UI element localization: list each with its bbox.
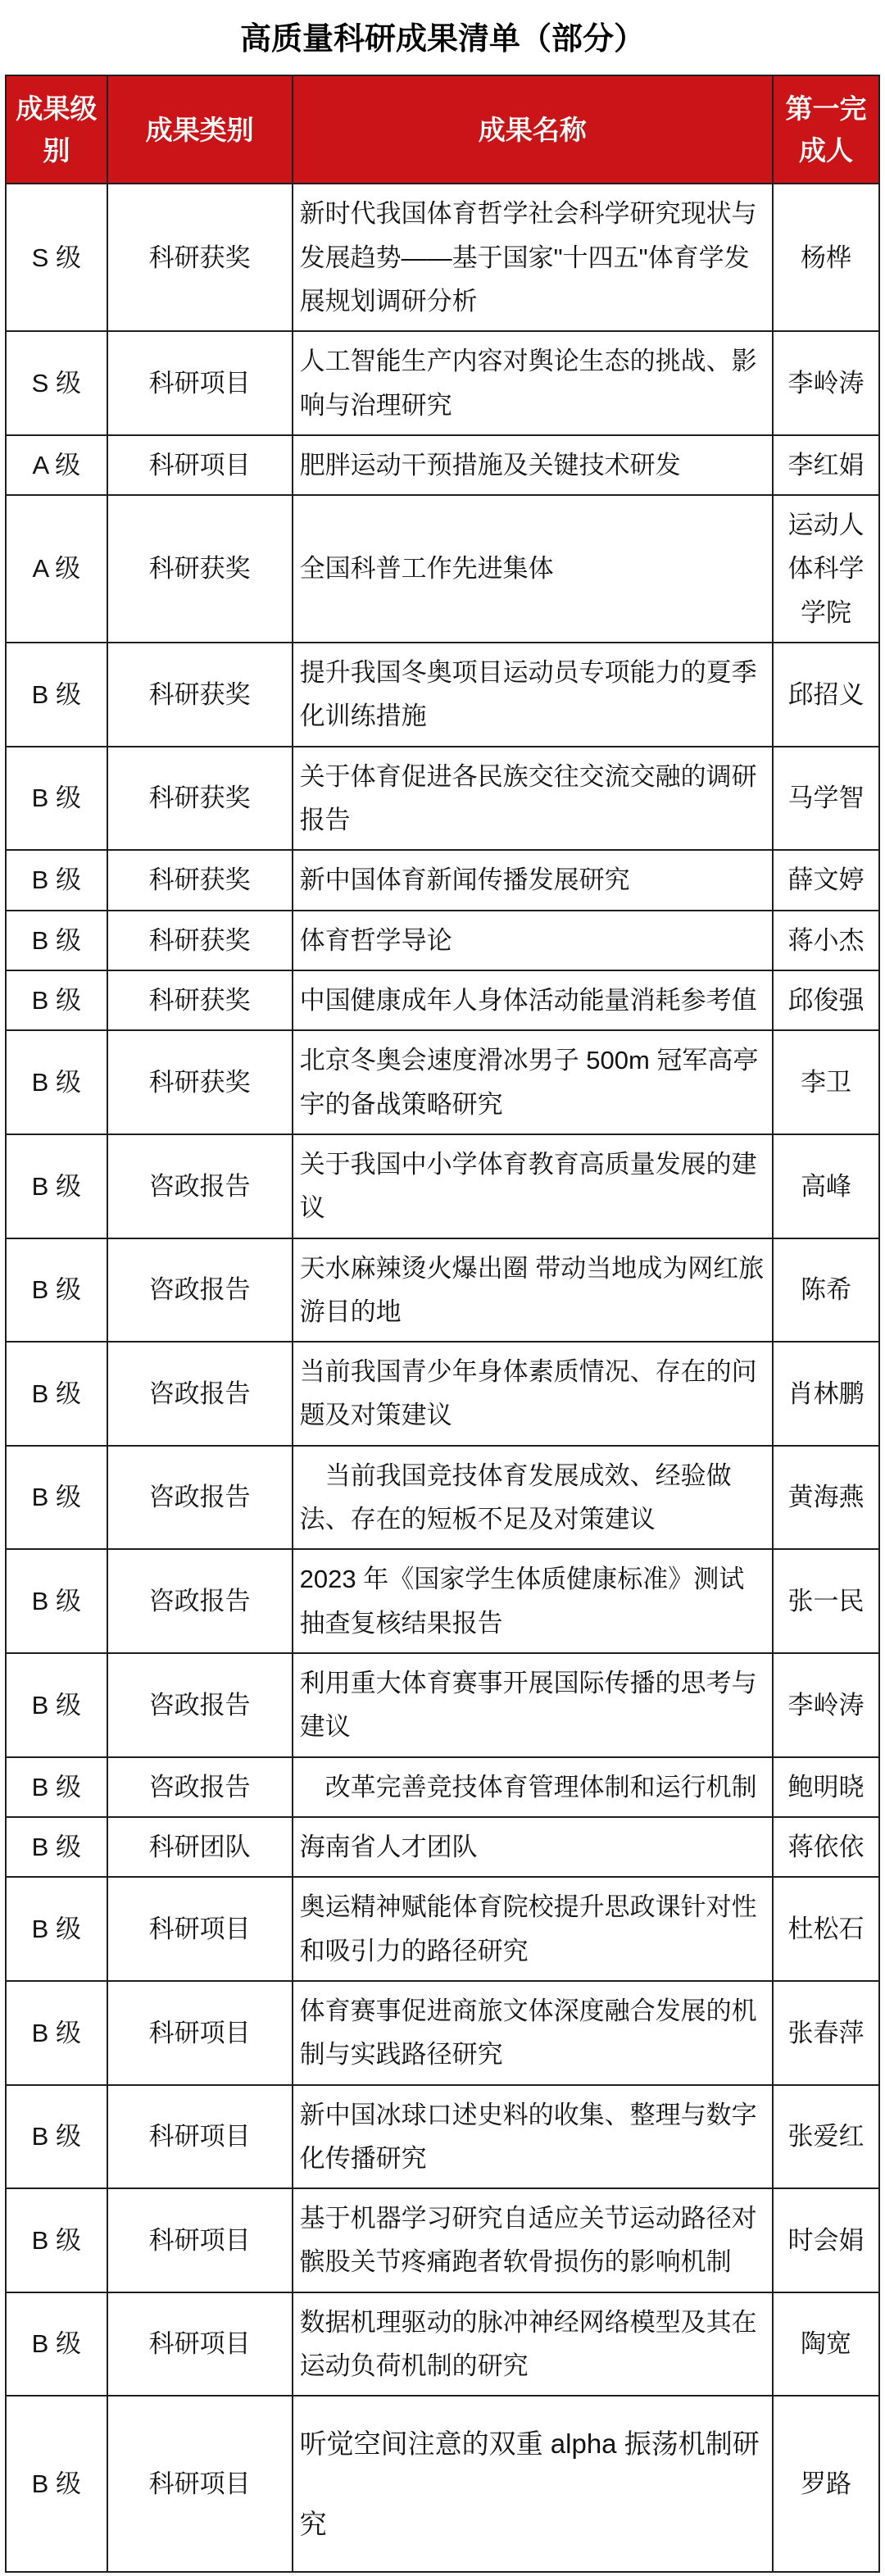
name-cell: 基于机器学习研究自适应关节运动路径对髌股关节疼痛跑者软骨损伤的影响机制 [293,2188,773,2292]
table-row [6,747,879,851]
name-cell: 关于体育促进各民族交往交流交融的调研报告 [293,747,773,851]
level-cell: B 级 [6,1342,107,1446]
author-cell: 陈希 [773,1238,879,1343]
table-row [6,2292,879,2397]
author-cell: 鲍明晓 [773,1757,879,1817]
name-cell: 数据机理驱动的脉冲神经网络模型及其在运动负荷机制的研究 [293,2292,773,2397]
table-row [6,435,879,495]
table-row [6,1981,879,2085]
category-cell: 科研获奖 [107,911,293,970]
name-cell: 听觉空间注意的双重 alpha 振荡机制研究 [293,2396,773,2572]
name-cell: 新中国冰球口述史料的收集、整理与数字化传播研究 [293,2085,773,2189]
name-cell: 中国健康成年人身体活动能量消耗参考值 [293,970,773,1030]
table-row [6,1134,879,1238]
author-cell: 马学智 [773,747,879,851]
name-cell: 当前我国竞技体育发展成效、经验做法、存在的短板不足及对策建议 [293,1446,773,1550]
author-cell: 肖林鹏 [773,1342,879,1446]
category-cell: 科研团队 [107,1817,293,1877]
level-cell: S 级 [6,331,107,435]
level-cell: B 级 [6,747,107,851]
category-cell: 科研项目 [107,2085,293,2189]
category-cell: 咨政报告 [107,1238,293,1343]
level-cell: B 级 [6,643,107,747]
level-cell: B 级 [6,1757,107,1817]
table-row [6,1653,879,1757]
name-cell: 提升我国冬奥项目运动员专项能力的夏季化训练措施 [293,643,773,747]
author-cell: 杜松石 [773,1877,879,1981]
page-title: 高质量科研成果清单（部分） [239,22,645,57]
level-cell: B 级 [6,1134,107,1238]
category-cell: 科研获奖 [107,747,293,851]
header-level: 成果级别 [6,75,107,184]
author-cell: 罗路 [773,2396,879,2572]
level-cell: B 级 [6,2188,107,2292]
author-cell: 蒋依依 [773,1817,879,1877]
author-cell: 高峰 [773,1134,879,1238]
author-cell: 陶宽 [773,2292,879,2397]
level-cell: B 级 [6,1877,107,1981]
name-cell: 当前我国青少年身体素质情况、存在的问题及对策建议 [293,1342,773,1446]
table-row [6,1757,879,1817]
author-cell: 杨桦 [773,184,879,331]
level-cell: B 级 [6,1446,107,1550]
category-cell: 科研项目 [107,435,293,495]
header-first-author: 第一完成人 [773,75,879,184]
name-cell: 2023 年《国家学生体质健康标准》测试抽查复核结果报告 [293,1549,773,1653]
author-cell: 李岭涛 [773,331,879,435]
author-cell: 张爱红 [773,2085,879,2189]
name-cell: 关于我国中小学体育教育高质量发展的建议 [293,1134,773,1238]
name-cell: 新中国体育新闻传播发展研究 [293,850,773,910]
name-cell: 奥运精神赋能体育院校提升思政课针对性和吸引力的路径研究 [293,1877,773,1981]
category-cell: 科研项目 [107,2396,293,2572]
category-cell: 咨政报告 [107,1342,293,1446]
name-cell: 天水麻辣烫火爆出圈 带动当地成为网红旅游目的地 [293,1238,773,1343]
category-cell: 科研获奖 [107,850,293,910]
author-cell: 张春萍 [773,1981,879,2085]
level-cell: B 级 [6,1030,107,1134]
level-cell: B 级 [6,911,107,970]
level-cell: A 级 [6,435,107,495]
category-cell: 科研获奖 [107,184,293,331]
name-cell: 全国科普工作先进集体 [293,495,773,643]
category-cell: 科研获奖 [107,643,293,747]
name-cell: 利用重大体育赛事开展国际传播的思考与建议 [293,1653,773,1757]
table-row [6,2396,879,2572]
level-cell: B 级 [6,1817,107,1877]
table-row [6,1342,879,1446]
category-cell: 咨政报告 [107,1549,293,1653]
author-cell: 张一民 [773,1549,879,1653]
results-table-body [6,184,879,2572]
category-cell: 科研项目 [107,2188,293,2292]
table-row [6,2188,879,2292]
table-row [6,911,879,970]
level-cell: B 级 [6,850,107,910]
table-row [6,331,879,435]
name-cell: 新时代我国体育哲学社会科学研究现状与发展趋势——基于国家"十四五"体育学发展规划调研分析 [293,184,773,331]
category-cell: 科研项目 [107,2292,293,2397]
table-row [6,1549,879,1653]
table-row [6,1030,879,1134]
author-cell: 李红娟 [773,435,879,495]
level-cell: A 级 [6,495,107,643]
table-row [6,2085,879,2189]
level-cell: B 级 [6,2085,107,2189]
table-row [6,1238,879,1343]
category-cell: 科研项目 [107,1981,293,2085]
name-cell: 肥胖运动干预措施及关键技术研发 [293,435,773,495]
level-cell: B 级 [6,2396,107,2572]
name-cell: 人工智能生产内容对舆论生态的挑战、影响与治理研究 [293,331,773,435]
level-cell: B 级 [6,2292,107,2397]
name-cell: 改革完善竞技体育管理体制和运行机制 [293,1757,773,1817]
category-cell: 科研获奖 [107,1030,293,1134]
name-cell: 体育赛事促进商旅文体深度融合发展的机制与实践路径研究 [293,1981,773,2085]
level-cell: B 级 [6,1653,107,1757]
author-cell: 时会娟 [773,2188,879,2292]
author-cell: 薛文婷 [773,850,879,910]
table-row [6,495,879,643]
category-cell: 咨政报告 [107,1134,293,1238]
header-name: 成果名称 [293,75,773,184]
table-row [6,850,879,910]
level-cell: B 级 [6,1981,107,2085]
header-category: 成果类别 [107,75,293,184]
author-cell: 黄海燕 [773,1446,879,1550]
author-cell: 李岭涛 [773,1653,879,1757]
author-cell: 运动人体科学学院 [773,495,879,643]
results-table-header [6,75,879,184]
category-cell: 咨政报告 [107,1653,293,1757]
category-cell: 咨政报告 [107,1446,293,1550]
table-row [6,184,879,331]
name-cell: 体育哲学导论 [293,911,773,970]
category-cell: 科研获奖 [107,970,293,1030]
table-row [6,1446,879,1550]
level-cell: S 级 [6,184,107,331]
category-cell: 科研项目 [107,1877,293,1981]
author-cell: 蒋小杰 [773,911,879,970]
author-cell: 邱俊强 [773,970,879,1030]
author-cell: 李卫 [773,1030,879,1134]
author-cell: 邱招义 [773,643,879,747]
table-row [6,1817,879,1877]
results-table [5,75,880,2573]
category-cell: 科研获奖 [107,495,293,643]
name-cell: 海南省人才团队 [293,1817,773,1877]
category-cell: 咨政报告 [107,1757,293,1817]
name-cell: 北京冬奥会速度滑冰男子 500m 冠军高亭宇的备战策略研究 [293,1030,773,1134]
level-cell: B 级 [6,1549,107,1653]
table-row [6,643,879,747]
header-row [6,75,879,184]
table-row [6,1877,879,1981]
category-cell: 科研项目 [107,331,293,435]
level-cell: B 级 [6,1238,107,1343]
level-cell: B 级 [6,970,107,1030]
table-row [6,970,879,1030]
